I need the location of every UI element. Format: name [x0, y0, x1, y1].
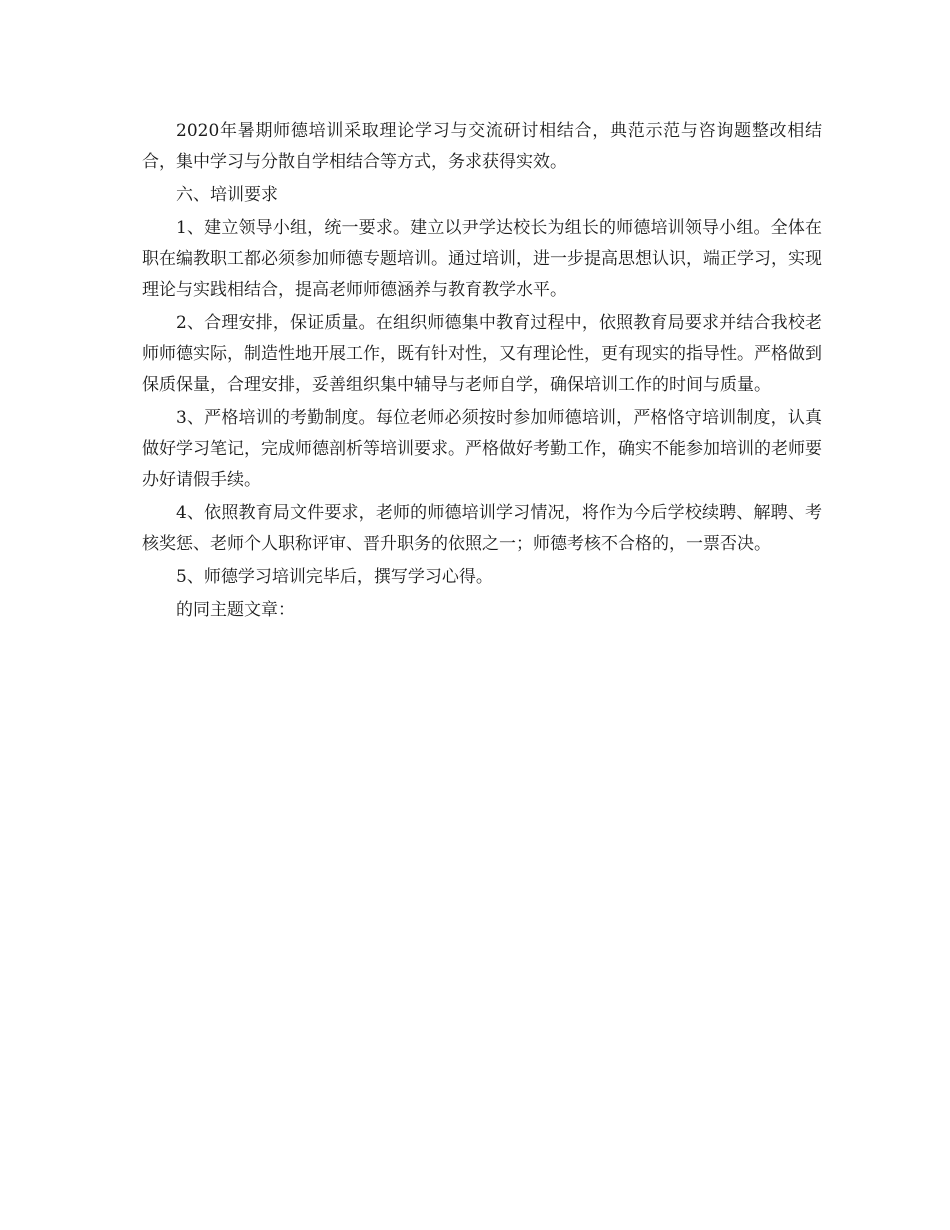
document-body: [142, 116, 822, 628]
paragraph-training-method: 2020年暑期师德培训采取理论学习与交流研讨相结合，典范示范与咨询题整改相结合，集中学习与分散自学相结合等方式，务求获得实效。: [142, 121, 822, 172]
paragraph-requirement-4: 4、依照教育局文件要求，老师的师德培训学习情况，将作为今后学校续聘、解聘、考核奖惩、老师个人职称评审、晋升职务的依照之一；师德考核不合格的，一票否决。: [142, 503, 822, 554]
paragraph-requirement-1: 1、建立领导小组，统一要求。建立以尹学达校长为组长的师德培训领导小组。全体在职在编教职工都必须参加师德专题培训。通过培训，进一步提高思想认识，端正学习，实现理论与实践相结合，提高老师师德涵养与教育教学水平。: [142, 218, 822, 300]
paragraph-requirement-5: 5、师德学习培训完毕后，撰写学习心得。: [176, 567, 493, 587]
paragraph-requirement-3: 3、严格培训的考勤制度。每位老师必须按时参加师德培训，严格恪守培训制度，认真做好学习笔记，完成师德剖析等培训要求。严格做好考勤工作，确实不能参加培训的老师要办好请假手续。: [142, 408, 822, 490]
paragraph-requirement-2: 2、合理安排，保证质量。在组织师德集中教育过程中，依照教育局要求并结合我校老师师德实际，制造性地开展工作，既有针对性，又有理论性，更有现实的指导性。严格做到保质保量，合理安排，妥善组织集中辅导与老师自学，确保培训工作的时间与质量。: [142, 313, 822, 395]
related-articles-label: 的同主题文章：: [176, 600, 295, 620]
section-heading-training-requirements: 六、培训要求: [176, 185, 278, 205]
